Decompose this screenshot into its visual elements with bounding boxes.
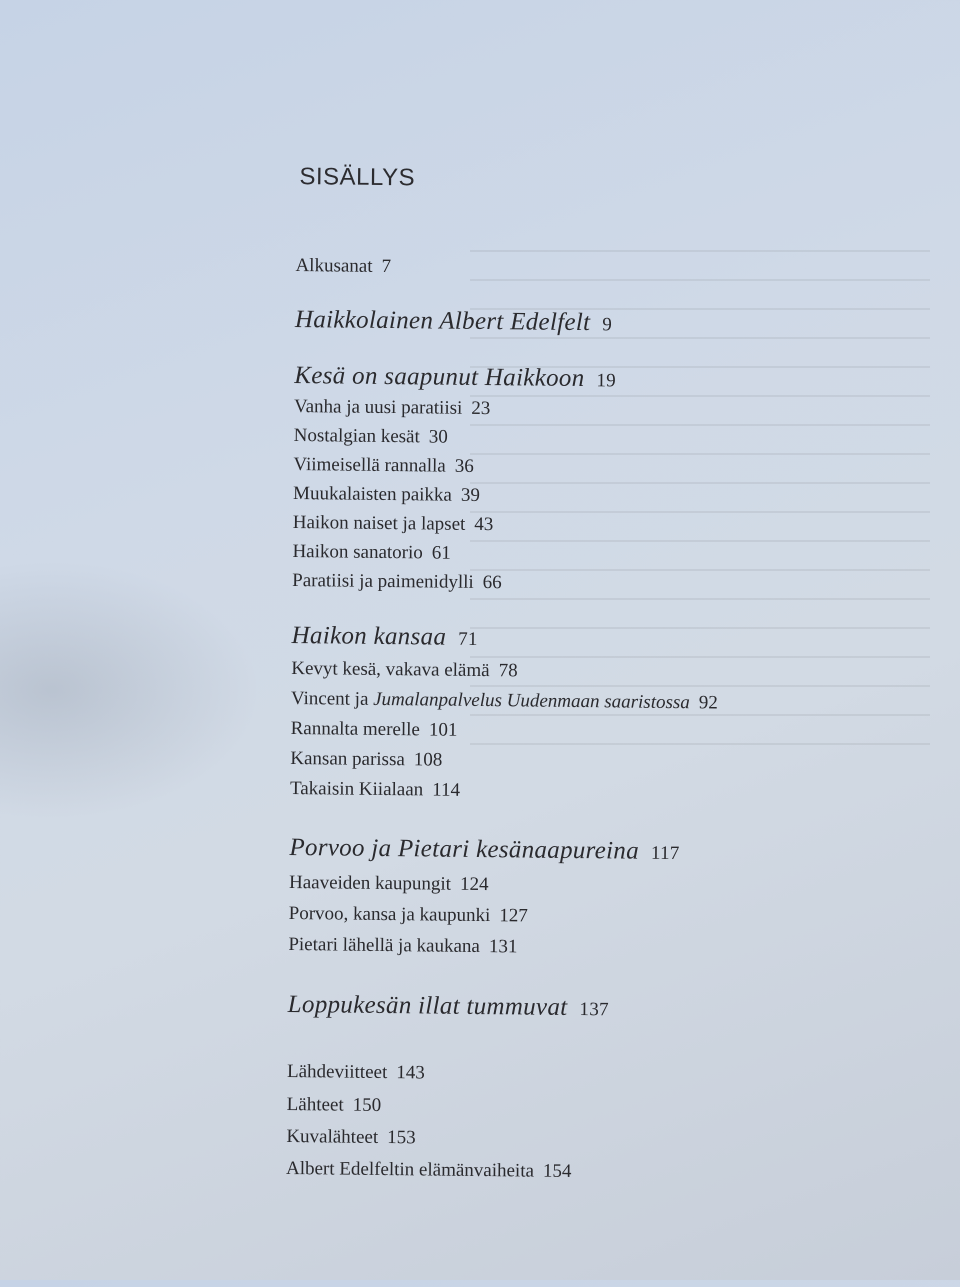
toc-entry bbox=[293, 483, 480, 507]
entry-page: 127 bbox=[499, 905, 528, 927]
toc-chapter bbox=[291, 622, 477, 652]
entry-title: Muukalaisten paikka bbox=[293, 483, 453, 506]
toc-chapter bbox=[294, 362, 616, 393]
entry-page: 7 bbox=[381, 255, 392, 278]
toc-chapter bbox=[288, 991, 609, 1022]
chapter-page: 137 bbox=[579, 999, 609, 1021]
toc-entry bbox=[286, 1158, 572, 1183]
toc-entry bbox=[289, 872, 489, 896]
chapter-title: Kesä on saapunut Haikkoon bbox=[294, 362, 585, 393]
entry-title: Alkusanat bbox=[295, 255, 373, 277]
entry-page: 154 bbox=[542, 1160, 572, 1182]
entry-title: Albert Edelfeltin elämänvaiheita bbox=[285, 1157, 535, 1182]
entry-title: Lähteet bbox=[286, 1093, 344, 1116]
entry-page: 143 bbox=[396, 1062, 425, 1084]
entry-title: Porvoo, kansa ja kaupunki bbox=[288, 903, 491, 927]
entry-title-italic: Jumalanpalvelus Uudenmaan saaristossa bbox=[373, 688, 690, 714]
entry-title: Kevyt kesä, vakava elämä bbox=[291, 658, 490, 682]
entry-page: 61 bbox=[431, 542, 451, 564]
entry-page: 36 bbox=[454, 455, 474, 477]
toc-entry bbox=[292, 541, 451, 565]
entry-title: Haikon sanatorio bbox=[292, 541, 423, 564]
entry-title: Vincent ja bbox=[290, 688, 369, 710]
toc-chapter bbox=[289, 834, 680, 866]
toc-entry bbox=[293, 454, 474, 478]
toc-entry bbox=[290, 778, 460, 802]
entry-page: 124 bbox=[459, 873, 489, 896]
toc-entry bbox=[288, 934, 517, 958]
entry-page: 150 bbox=[352, 1094, 382, 1116]
toc-entry bbox=[290, 748, 442, 772]
toc-entry bbox=[295, 255, 391, 278]
toc-entry bbox=[291, 688, 718, 714]
entry-title: Haikon naiset ja lapset bbox=[292, 512, 466, 535]
chapter-title: Loppukesän illat tummuvat bbox=[287, 990, 568, 1021]
toc-entry bbox=[286, 1126, 416, 1149]
chapter-page: 19 bbox=[596, 370, 617, 392]
chapter-title: Haikkolainen Albert Edelfelt bbox=[294, 306, 591, 337]
entry-page: 108 bbox=[413, 749, 443, 771]
entry-page: 66 bbox=[482, 572, 502, 594]
entry-page: 131 bbox=[488, 936, 518, 958]
toc-chapter bbox=[295, 306, 612, 337]
toc-heading: SISÄLLYS bbox=[299, 163, 416, 192]
entry-title: Vanha ja uusi paratiisi bbox=[293, 396, 463, 419]
chapter-page: 71 bbox=[458, 628, 478, 650]
chapter-title: Porvoo ja Pietari kesänaapureina bbox=[289, 834, 640, 865]
entry-page: 101 bbox=[428, 719, 458, 741]
entry-page: 153 bbox=[387, 1127, 416, 1149]
entry-title: Pietari lähellä ja kaukana bbox=[288, 934, 480, 958]
entry-title: Nostalgian kesät bbox=[293, 425, 420, 448]
entry-title: Takaisin Kiialaan bbox=[289, 778, 424, 801]
entry-title: Rannalta merelle bbox=[290, 718, 421, 741]
toc-entry bbox=[292, 570, 502, 594]
toc-entry bbox=[294, 396, 491, 420]
toc-entry bbox=[294, 425, 448, 449]
entry-page: 92 bbox=[698, 692, 718, 714]
toc-entry bbox=[287, 1061, 425, 1084]
chapter-page: 117 bbox=[650, 842, 680, 865]
toc-entry bbox=[293, 512, 494, 536]
entry-page: 43 bbox=[474, 513, 494, 536]
entry-title: Viimeisellä rannalla bbox=[293, 454, 446, 477]
chapter-title: Haikon kansaa bbox=[291, 622, 447, 651]
entry-title: Lähdeviitteet bbox=[286, 1060, 388, 1084]
toc-entry bbox=[291, 658, 518, 682]
entry-page: 78 bbox=[498, 660, 518, 682]
toc-entry bbox=[289, 903, 528, 928]
entry-page: 23 bbox=[471, 397, 491, 420]
entry-page: 39 bbox=[460, 484, 481, 506]
entry-page: 114 bbox=[432, 779, 461, 801]
entry-title: Kansan parissa bbox=[290, 748, 405, 771]
toc-entry bbox=[291, 718, 458, 742]
entry-title: Paratiisi ja paimenidylli bbox=[292, 570, 474, 593]
entry-page: 30 bbox=[428, 426, 448, 448]
toc-entry bbox=[287, 1094, 382, 1117]
entry-title: Haaveiden kaupungit bbox=[288, 872, 452, 895]
chapter-page: 9 bbox=[602, 314, 613, 336]
entry-title: Kuvalähteet bbox=[286, 1125, 379, 1148]
